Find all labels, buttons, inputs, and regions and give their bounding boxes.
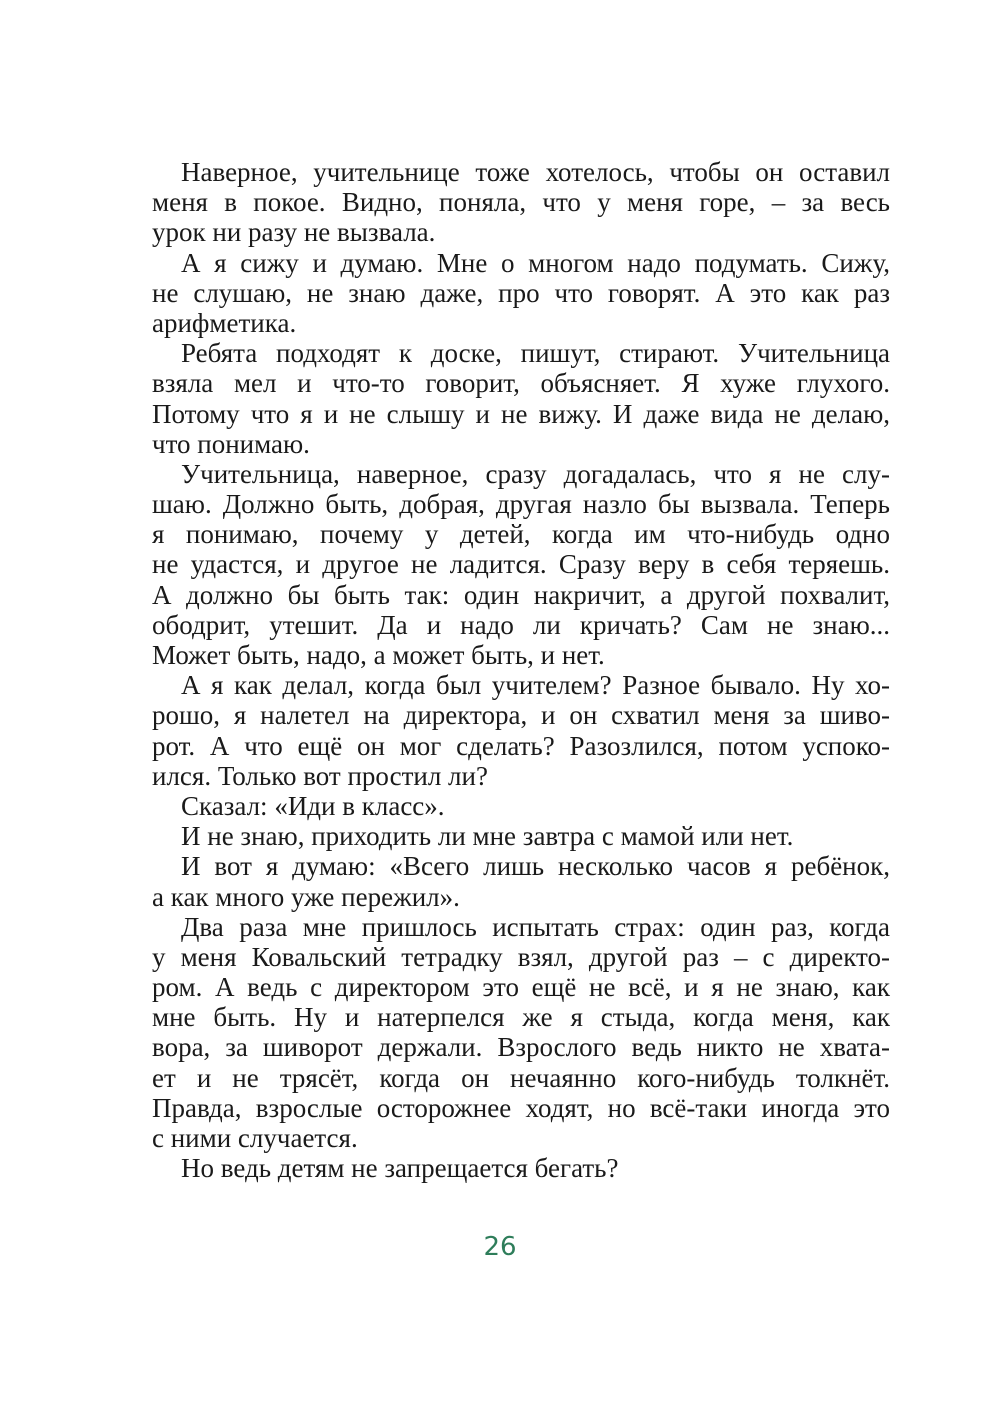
text-line: меня в покое. Видно, поняла, что у меня горе, – за весь bbox=[152, 187, 890, 218]
text-line: взяла мел и что-то говорит, объясняет. Я хуже глухого. bbox=[152, 368, 890, 399]
text-line: урок ни разу не вызвала. bbox=[152, 217, 436, 248]
text-line: вора, за шиворот держали. Взрослого ведь никто не хвата- bbox=[152, 1032, 890, 1063]
text-line: Но ведь детям не запрещается бегать? bbox=[181, 1153, 619, 1184]
text-line: мне быть. Ну и натерпелся же я стыда, когда меня, как bbox=[152, 1002, 890, 1033]
paragraph bbox=[152, 157, 890, 248]
text-line: не удастся, и другое не ладится. Сразу веру в себя теряешь. bbox=[152, 549, 890, 580]
text-line: я понимаю, почему у детей, когда им что-нибудь одно bbox=[152, 519, 890, 550]
text-line: Ребята подходят к доске, пишут, стирают. Учительница bbox=[181, 338, 890, 369]
text-line: Правда, взрослые осторожнее ходят, но всё-таки иногда это bbox=[152, 1092, 890, 1123]
text-line: у меня Ковальский тетрадку взял, другой раз – с директо- bbox=[152, 941, 890, 972]
text-line: ился. Только вот простил ли? bbox=[152, 760, 488, 791]
text-line: Два раза мне пришлось испытать страх: один раз, когда bbox=[181, 911, 890, 942]
text-line: ет и не трясёт, когда он нечаянно кого-нибудь толкнёт. bbox=[152, 1062, 890, 1093]
text-line: арифметика. bbox=[152, 307, 297, 338]
text-line: с ними случается. bbox=[152, 1123, 358, 1153]
text-line: А я как делал, когда был учителем? Разное бывало. Ну хо- bbox=[181, 670, 890, 701]
paragraph bbox=[152, 1153, 890, 1183]
text-line: шаю. Должно быть, добрая, другая назло бы вызвала. Теперь bbox=[152, 489, 890, 520]
text-line: Может быть, надо, а может быть, и нет. bbox=[152, 640, 605, 670]
text-line: а как много уже пережил». bbox=[152, 881, 460, 912]
paragraph bbox=[152, 338, 890, 459]
text-line: рот. А что ещё он мог сделать? Разозлился, потом успоко- bbox=[152, 730, 890, 761]
paragraph bbox=[152, 821, 890, 851]
text-line: Сказал: «Иди в класс». bbox=[181, 790, 445, 821]
text-line: И не знаю, приходить ли мне завтра с мамой или нет. bbox=[181, 821, 794, 852]
text-line: А я сижу и думаю. Мне о многом надо подумать. Сижу, bbox=[181, 247, 890, 278]
text-line: Потому что я и не слышу и не вижу. И даже вида не делаю, bbox=[152, 398, 890, 429]
text-line: что понимаю. bbox=[152, 428, 310, 459]
text-line: И вот я думаю: «Всего лишь несколько часов я ребёнок, bbox=[181, 851, 890, 882]
paragraph bbox=[152, 791, 890, 821]
text-line: рошо, я налетел на директора, и он схватил меня за шиво- bbox=[152, 700, 890, 731]
paragraph bbox=[152, 912, 890, 1154]
body-text bbox=[152, 157, 890, 1183]
text-line: Наверное, учительнице тоже хотелось, чтобы он оставил bbox=[181, 157, 890, 187]
page-number: 26 bbox=[483, 1232, 517, 1262]
paragraph bbox=[152, 851, 890, 911]
text-line: Учительница, наверное, сразу догадалась, что я не слу- bbox=[181, 458, 890, 489]
text-line: ром. А ведь с директором это ещё не всё, и я не знаю, как bbox=[152, 972, 890, 1003]
paragraph bbox=[152, 670, 890, 791]
text-line: А должно бы быть так: один накричит, а другой похвалит, bbox=[152, 579, 890, 610]
text-line: ободрит, утешит. Да и надо ли кричать? Сам не знаю... bbox=[152, 609, 890, 640]
paragraph bbox=[152, 459, 890, 670]
text-line: не слушаю, не знаю даже, про что говорят. А это как раз bbox=[152, 277, 890, 308]
paragraph bbox=[152, 248, 890, 339]
